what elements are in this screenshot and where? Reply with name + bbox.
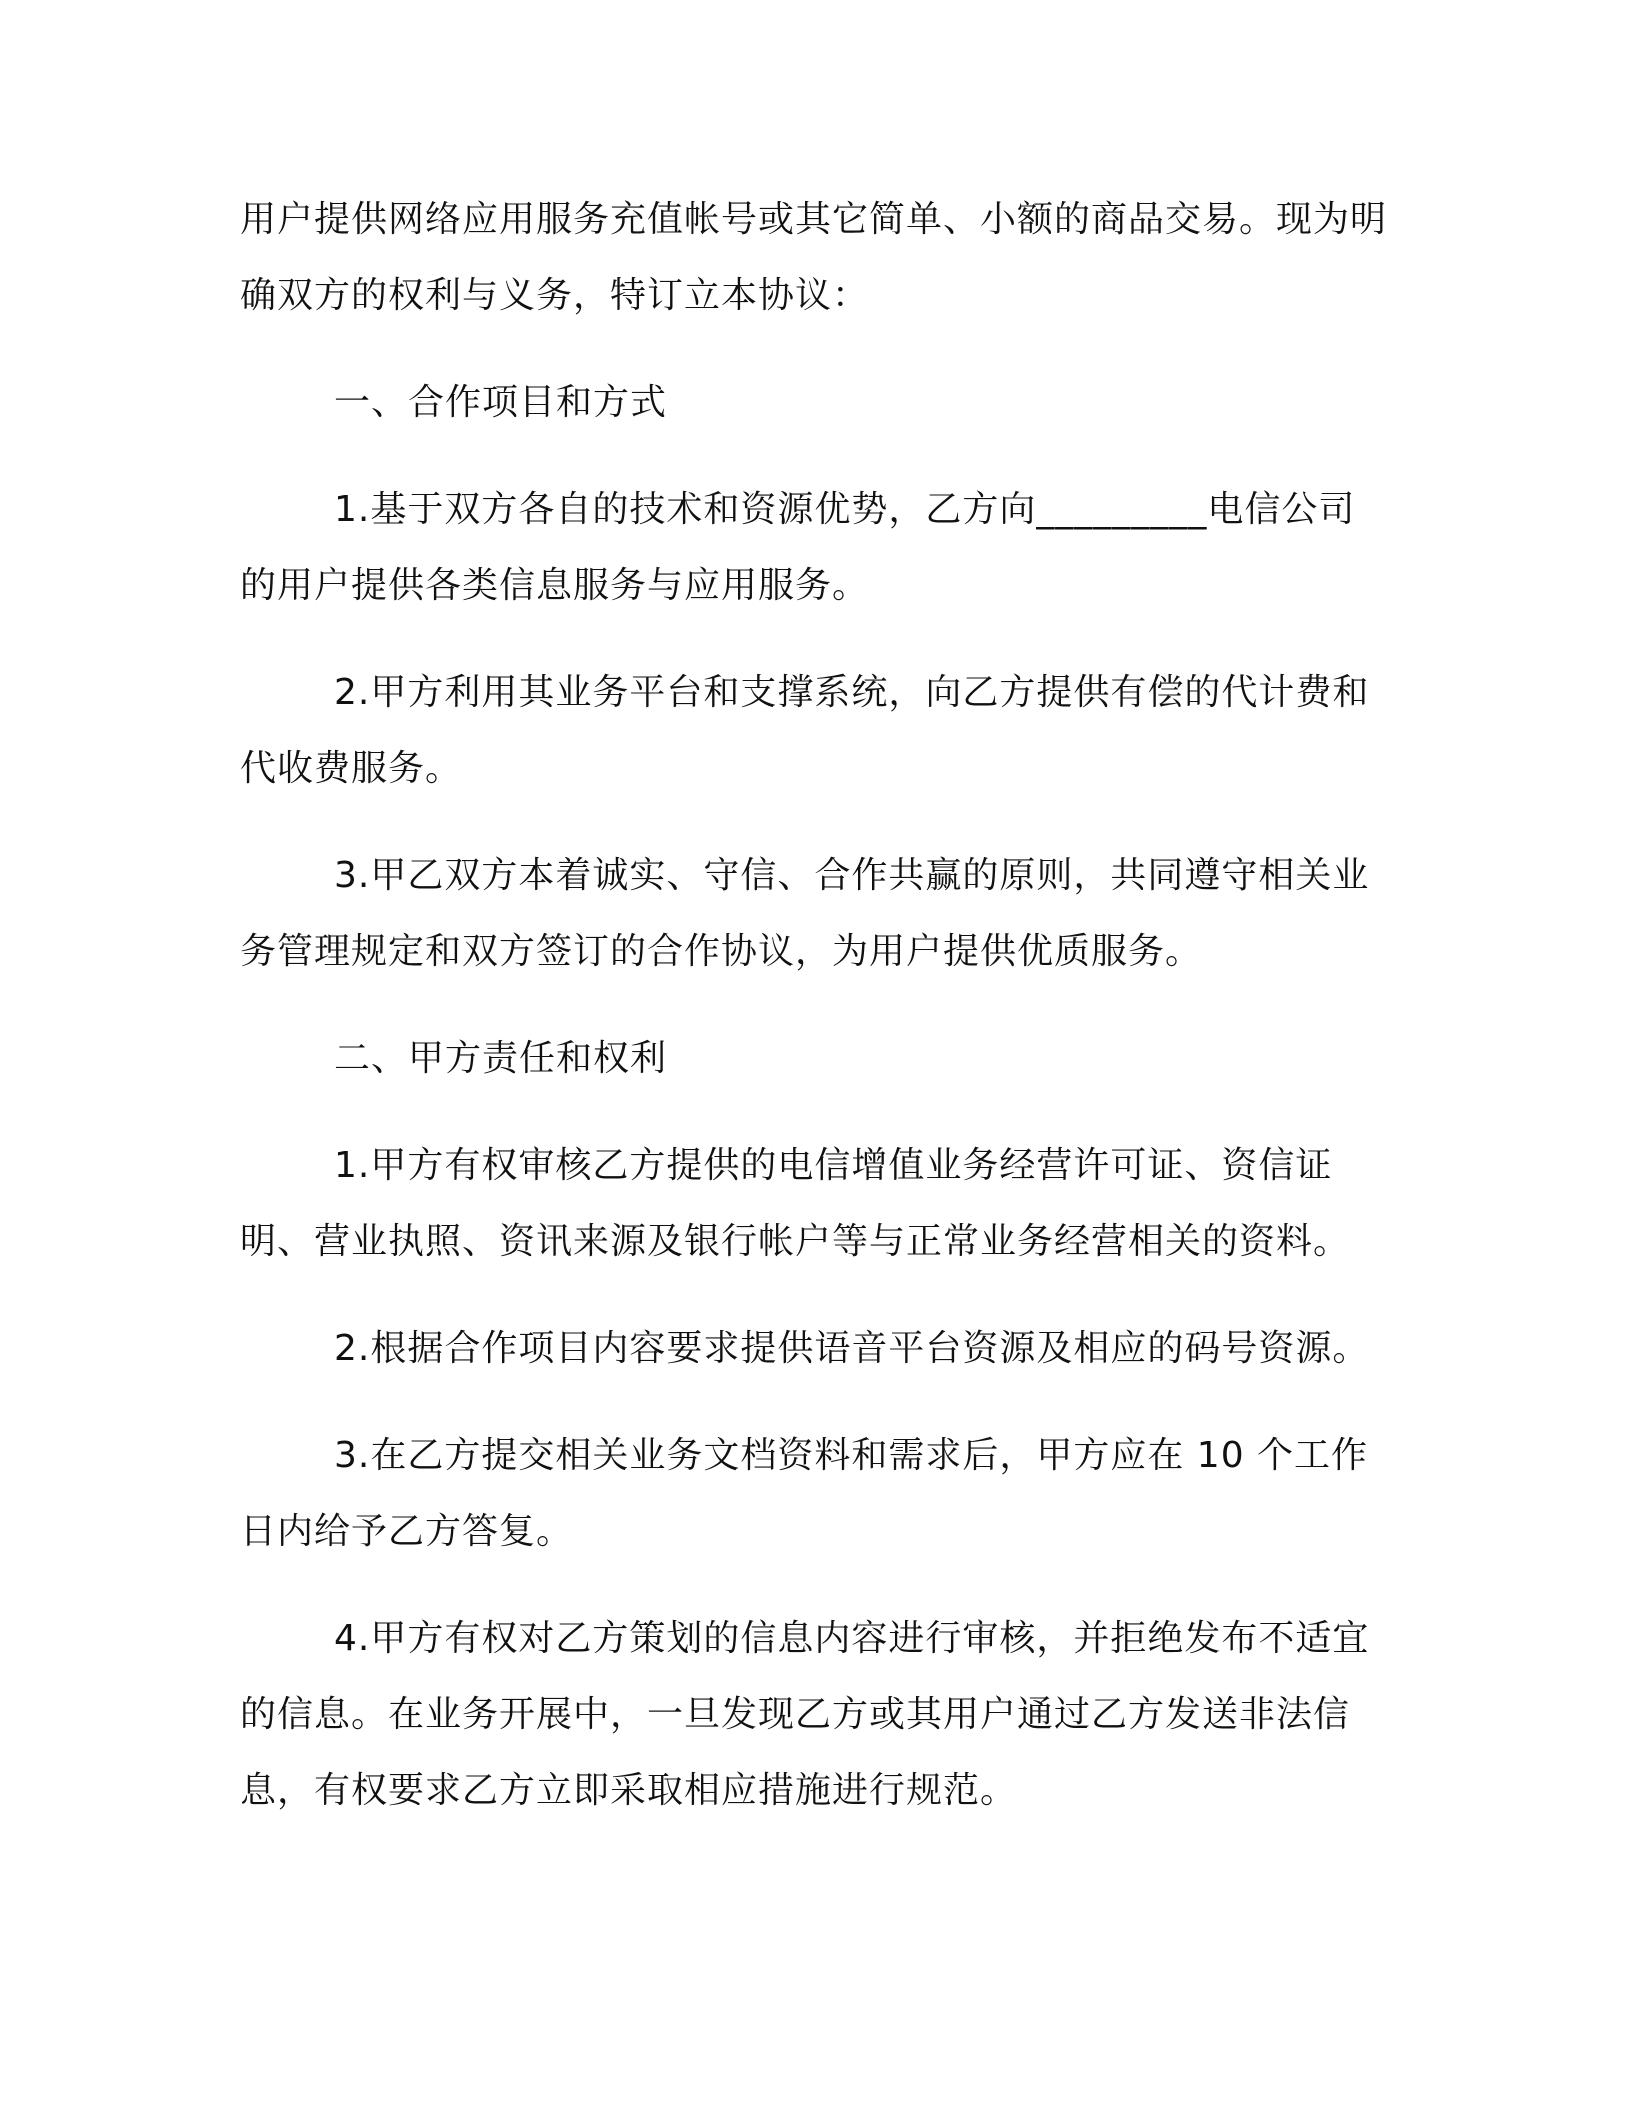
document-body [240, 182, 1390, 1860]
clause-1-2: 2.甲方利用其业务平台和支撑系统，向乙方提供有偿的代计费和代收费服务。 [240, 672, 1370, 789]
section-heading-cooperation: 一、合作项目和方式 [334, 382, 668, 423]
section-heading-party-a: 二、甲方责任和权利 [334, 1038, 668, 1079]
clause-2-1: 1.甲方有权审核乙方提供的电信增值业务经营许可证、资信证明、营业执照、资讯来源及银行帐户等与正常业务经营相关的资料。 [240, 1145, 1351, 1262]
clause-1-3: 3.甲乙双方本着诚实、守信、合作共赢的原则，共同遵守相关业务管理规定和双方签订的合作协议，为用户提供优质服务。 [240, 855, 1370, 972]
paragraph-intro-continuation: 用户提供网络应用服务充值帐号或其它简单、小额的商品交易。现为明确双方的权利与义务，特订立本协议： [240, 199, 1388, 316]
clause-2-3: 3.在乙方提交相关业务文档资料和需求后，甲方应在 10 个工作日内给予乙方答复。 [240, 1435, 1369, 1552]
clause-2-2: 2.根据合作项目内容要求提供语音平台资源及相应的码号资源。 [334, 1328, 1370, 1369]
clause-2-4: 4.甲方有权对乙方策划的信息内容进行审核，并拒绝发布不适宜的信息。在业务开展中，一旦发现乙方或其用户通过乙方发送非法信息，有权要求乙方立即采取相应措施进行规范。 [240, 1618, 1370, 1811]
clause-1-1: 1.基于双方各自的技术和资源优势，乙方向_________电信公司的用户提供各类信息服务与应用服务。 [240, 489, 1356, 606]
